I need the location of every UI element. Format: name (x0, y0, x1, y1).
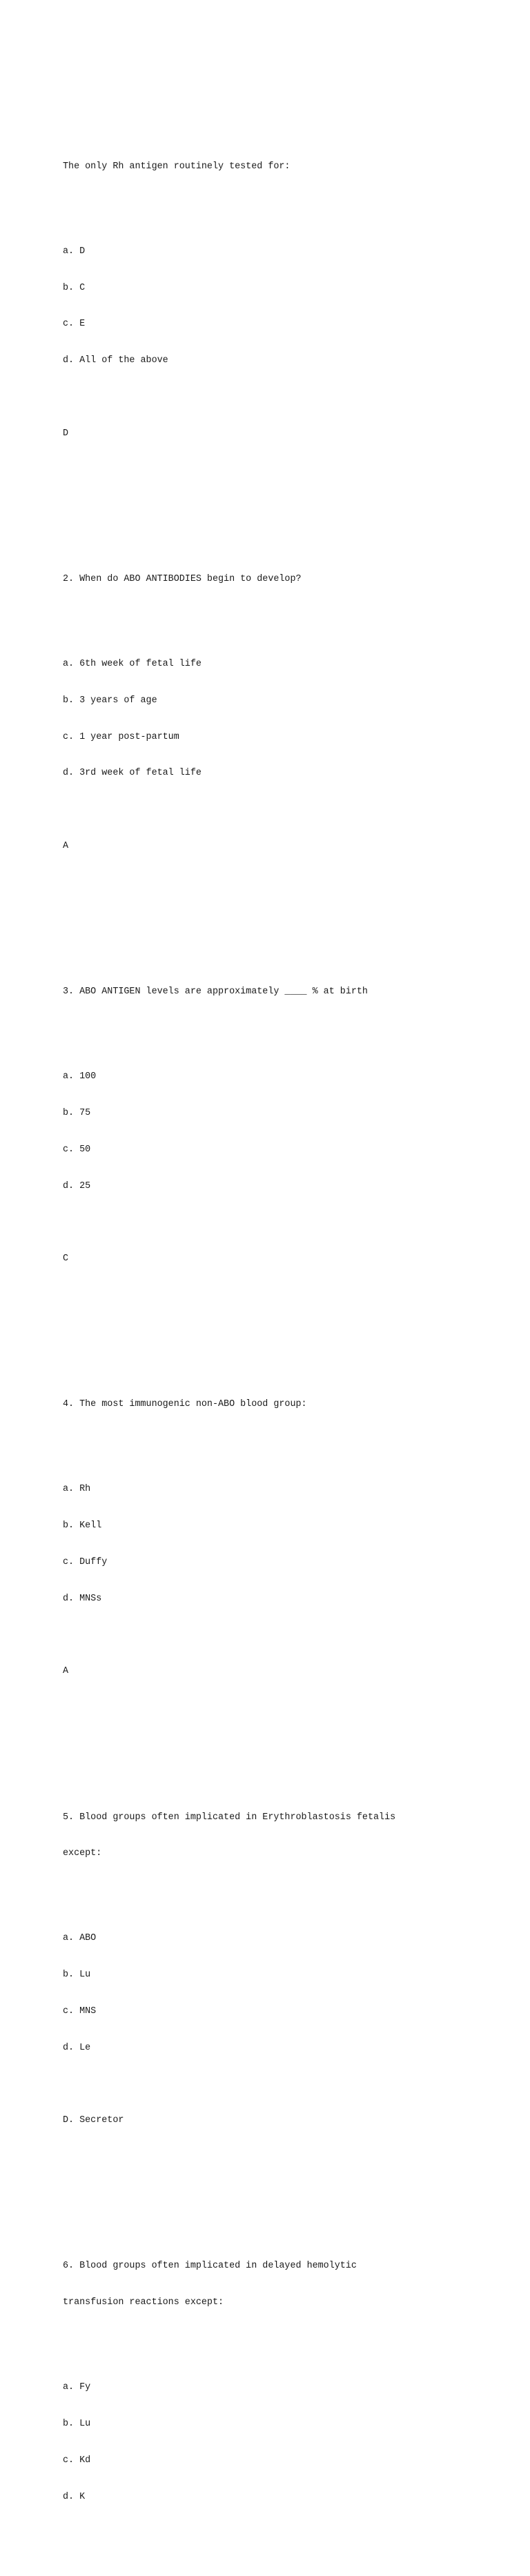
option-d: d. K (63, 2491, 86, 2502)
question-stem (63, 137, 518, 197)
question-stem (63, 1374, 518, 1435)
question-stem-line: 5. Blood groups often implicated in Erythroblastosis fetalis (63, 1812, 396, 1823)
option-list (63, 1047, 518, 1216)
answer-key: D. Secretor (63, 2115, 124, 2126)
question-block-6 (63, 2212, 518, 2552)
answer-key: A (63, 841, 69, 851)
question-stem (63, 549, 518, 610)
option-c: c. Kd (63, 2455, 91, 2466)
question-stem-line: 3. ABO ANTIGEN levels are approximately ____ % at birth (63, 987, 368, 998)
option-list (63, 634, 518, 804)
option-c: c. MNS (63, 2006, 97, 2017)
option-list (63, 2357, 518, 2527)
option-c: c. 1 year post-partum (63, 731, 179, 742)
option-d: d. All of the above (63, 355, 168, 366)
option-b: b. Lu (63, 2419, 91, 2430)
question-stem-line: 6. Blood groups often implicated in delayed hemolytic (63, 2261, 357, 2272)
option-b: b. C (63, 282, 86, 293)
option-c: c. E (63, 319, 86, 330)
option-a: a. 100 (63, 1071, 97, 1082)
question-stem-line: 4. The most immunogenic non-ABO blood group: (63, 1399, 307, 1410)
option-d: d. 25 (63, 1180, 91, 1191)
option-a: a. Rh (63, 1484, 91, 1495)
answer-key: C (63, 1254, 69, 1265)
option-a: a. ABO (63, 1933, 97, 1944)
option-d: d. 3rd week of fetal life (63, 768, 202, 779)
answer-key: D (63, 428, 69, 439)
option-list (63, 1908, 518, 2078)
option-a: a. Fy (63, 2382, 91, 2393)
question-stem-line: except: (63, 1848, 102, 1859)
question-stem (63, 2236, 518, 2333)
question-block-3 (63, 938, 518, 1302)
question-block-4 (63, 1350, 518, 1714)
question-stem (63, 962, 518, 1022)
option-b: b. Lu (63, 1970, 91, 1981)
option-list (63, 221, 518, 391)
question-block-2 (63, 525, 518, 889)
question-stem-line: 2. When do ABO ANTIBODIES begin to develop? (63, 573, 302, 584)
question-stem (63, 1787, 518, 1884)
option-b: b. 75 (63, 1108, 91, 1119)
option-d: d. Le (63, 2042, 91, 2053)
answer-key: A (63, 1666, 69, 1677)
option-list (63, 1459, 518, 1629)
option-c: c. 50 (63, 1144, 91, 1155)
option-a: a. D (63, 246, 86, 257)
option-a: a. 6th week of fetal life (63, 659, 202, 670)
option-c: c. Duffy (63, 1557, 108, 1568)
option-b: b. Kell (63, 1520, 102, 1532)
question-stem-line: The only Rh antigen routinely tested for: (63, 161, 291, 172)
question-block-5 (63, 1763, 518, 2163)
question-stem-line: transfusion reactions except: (63, 2297, 224, 2308)
option-b: b. 3 years of age (63, 695, 157, 706)
document-page (63, 63, 518, 2576)
question-block-1 (63, 112, 518, 476)
option-d: d. MNSs (63, 1593, 102, 1604)
